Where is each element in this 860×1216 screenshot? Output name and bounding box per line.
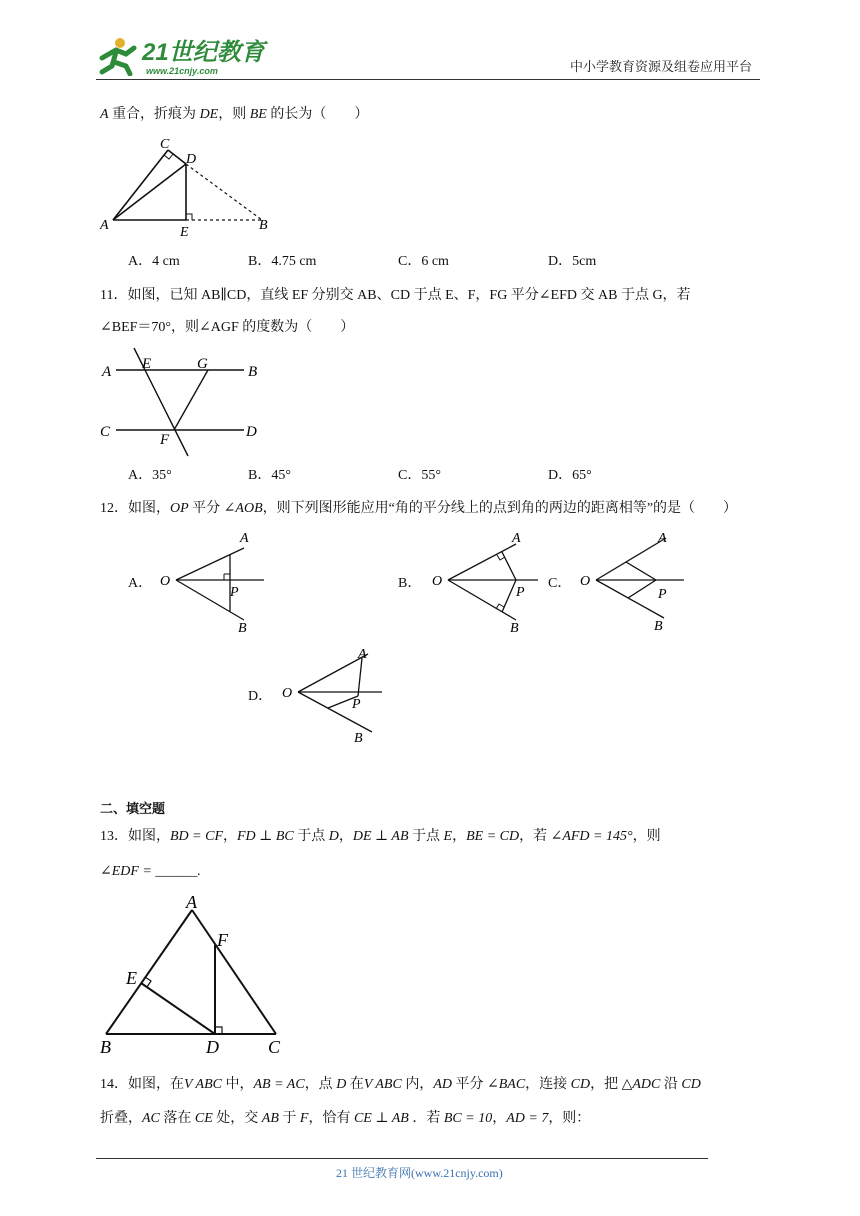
q13-label-e: E xyxy=(126,968,137,988)
q10-option-d[interactable]: D．5cm xyxy=(548,254,597,269)
q11-question-line1: 11．如图，已知 AB∥CD，直线 EF 分别交 AB、CD 于点 E、F，FG 平分∠EFD 交 AB 于点 G，若 xyxy=(100,288,691,303)
q11-figure xyxy=(96,346,276,460)
platform-name: 中小学教育资源及组卷应用平台 xyxy=(570,60,753,75)
header-divider xyxy=(96,79,760,80)
logo-main: 21世纪教育 xyxy=(142,39,265,66)
q13-label-b: B xyxy=(100,1037,111,1057)
q10-label-a: A xyxy=(100,218,109,233)
q12-figure-d[interactable] xyxy=(278,642,394,748)
q11-label-b: B xyxy=(248,364,258,380)
svg-text:B: B xyxy=(510,621,519,636)
q14-question-line1: 14．如图，在V ABC 中，AB = AC，点 D 在V ABC 内，AD 平分 ∠BAC，连接 CD，把 △ADC 沿 CD xyxy=(100,1077,701,1092)
q10-question-tail: A 重合，折痕为 DE，则 BE 的长为（ ） xyxy=(100,107,369,122)
q11-option-c[interactable]: C．55° xyxy=(398,468,441,483)
q11-option-a[interactable]: A．35° xyxy=(128,468,172,483)
q12-figure-c[interactable] xyxy=(576,526,692,634)
svg-text:P: P xyxy=(516,585,525,600)
q12-figure-b[interactable] xyxy=(428,528,544,636)
q10-label-d: D xyxy=(186,152,197,167)
q11-option-b[interactable]: B．45° xyxy=(248,468,291,483)
svg-text:A: A xyxy=(358,647,367,662)
logo-runner-icon xyxy=(96,36,142,76)
q10-label-b: B xyxy=(259,218,268,233)
svg-text:O: O xyxy=(160,574,171,589)
svg-text:B: B xyxy=(238,621,247,636)
q11-label-g: G xyxy=(197,356,208,372)
q10-label-c: C xyxy=(160,137,170,152)
footer-link[interactable]: 21 世纪教育网(www.21cnjy.com) xyxy=(336,1166,503,1180)
q14-question-line2: 折叠，AC 落在 CE 处，交 AB 于 F，恰有 CE ⊥ AB ．若 BC = 10，AD = 7，则： xyxy=(100,1111,591,1126)
q10-label-e: E xyxy=(180,225,189,240)
svg-text:A: A xyxy=(240,531,249,546)
svg-text:O: O xyxy=(282,686,293,701)
svg-text:B: B xyxy=(654,619,663,634)
q12-figure-a[interactable] xyxy=(156,528,272,636)
q11-label-a: A xyxy=(102,364,112,380)
q13-label-c: C xyxy=(268,1037,281,1057)
svg-text:P: P xyxy=(658,587,667,602)
q13-question-line2: ∠EDF = ______. xyxy=(100,864,201,879)
svg-text:O: O xyxy=(580,574,591,589)
q12-option-a-label[interactable]: A． xyxy=(128,576,153,591)
svg-text:P: P xyxy=(230,585,239,600)
svg-text:P: P xyxy=(352,697,361,712)
q10-option-c[interactable]: C．6 cm xyxy=(398,254,449,269)
q11-option-d[interactable]: D．65° xyxy=(548,468,592,483)
q10-option-b[interactable]: B．4.75 cm xyxy=(248,254,317,269)
q11-label-f: F xyxy=(160,432,170,448)
q13-figure xyxy=(96,890,296,1060)
logo-url: www.21cnjy.com xyxy=(146,66,218,76)
q11-label-c: C xyxy=(100,424,111,440)
q13-label-d: D xyxy=(206,1037,219,1057)
q11-label-d: D xyxy=(246,424,257,440)
q13-question-line1: 13．如图，BD = CF，FD ⊥ BC 于点 D，DE ⊥ AB 于点 E，BE = CD，若 ∠AFD = 145°，则 xyxy=(100,829,661,844)
svg-text:O: O xyxy=(432,574,443,589)
q12-option-c-label[interactable]: C． xyxy=(548,576,572,591)
q11-label-e: E xyxy=(142,356,152,372)
q13-label-a: A xyxy=(186,892,197,912)
header xyxy=(96,32,760,80)
svg-text:A: A xyxy=(658,531,667,546)
q10-figure xyxy=(96,134,286,240)
q12-option-b-label[interactable]: B． xyxy=(398,576,422,591)
q11-question-line2: ∠BEF＝70°，则∠AGF 的度数为（ ） xyxy=(100,320,355,335)
footer-divider xyxy=(96,1158,708,1159)
q10-option-a[interactable]: A．4 cm xyxy=(128,254,180,269)
q12-question: 12．如图，OP 平分 ∠AOB，则下列图形能应用“角的平分线上的点到角的两边的距离相等”的是（ ） xyxy=(100,501,738,516)
q13-label-f: F xyxy=(217,930,228,950)
section-title-fill-in: 二、填空题 xyxy=(100,802,166,817)
svg-text:B: B xyxy=(354,731,363,746)
q12-option-d-label[interactable]: D． xyxy=(248,689,273,704)
svg-text:A: A xyxy=(512,531,521,546)
